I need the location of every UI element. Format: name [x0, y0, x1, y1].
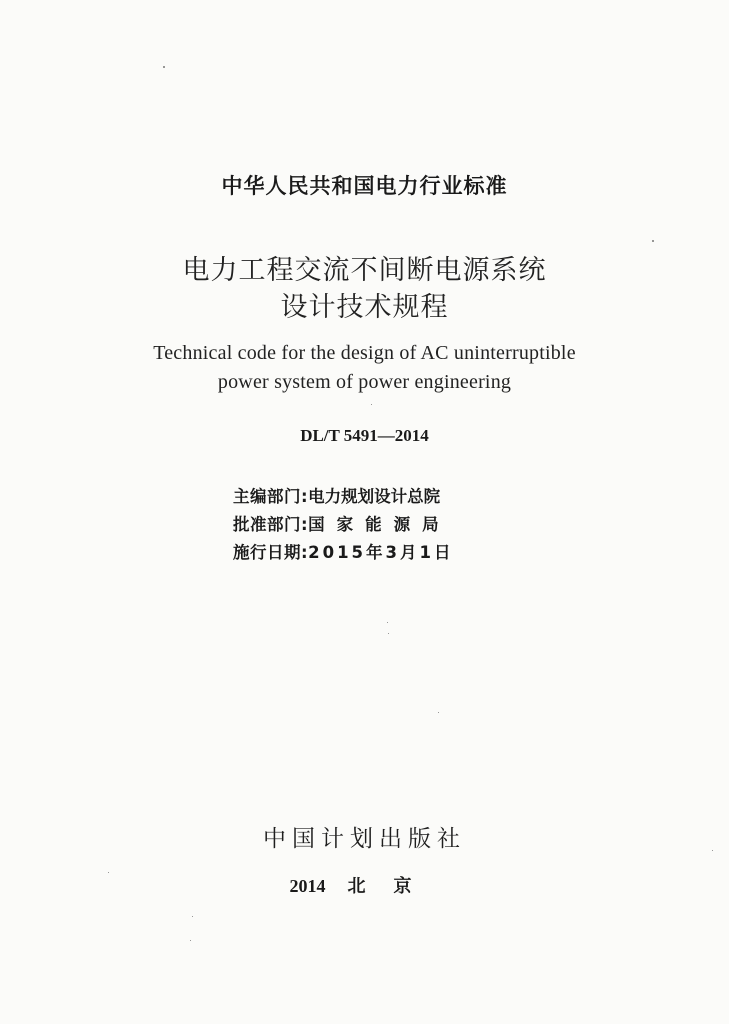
- scan-speck: [163, 66, 165, 68]
- effective-label: 施行日期:: [233, 543, 309, 562]
- standard-category: 中华人民共和国电力行业标准: [221, 174, 508, 198]
- publication-year: 2014: [289, 876, 326, 896]
- approver-value: 国家能源局: [308, 515, 451, 534]
- title-en-line2: power system of power engineering: [217, 371, 512, 393]
- publication-place-year: [0, 872, 729, 898]
- effective-date-row: [233, 539, 454, 563]
- scan-speck: [652, 240, 654, 242]
- editor-value: 电力规划设计总院: [308, 487, 441, 506]
- publication-city: 北京: [347, 876, 440, 896]
- scan-speck: [192, 916, 193, 917]
- approver-label: 批准部门:: [233, 515, 309, 534]
- scan-speck: [371, 404, 372, 405]
- editor-row: [233, 483, 440, 507]
- publisher: 中国计划出版社: [263, 826, 466, 852]
- title-zh-line2: 设计技术规程: [280, 292, 449, 323]
- scan-speck: [387, 622, 388, 623]
- title-zh-line1: 电力工程交流不间断电源系统: [182, 255, 547, 286]
- scan-speck: [190, 940, 191, 941]
- approver-row: [233, 511, 451, 535]
- scan-speck: [388, 633, 389, 634]
- scan-speck: [438, 712, 439, 713]
- scan-speck: [712, 850, 713, 851]
- standard-code: DL/T 5491—2014: [300, 426, 429, 445]
- effective-value: 2015年3月1日: [308, 543, 454, 562]
- title-en-line1: Technical code for the design of AC uninterruptible: [153, 342, 576, 364]
- editor-label: 主编部门:: [233, 487, 309, 506]
- scan-speck: [108, 872, 109, 873]
